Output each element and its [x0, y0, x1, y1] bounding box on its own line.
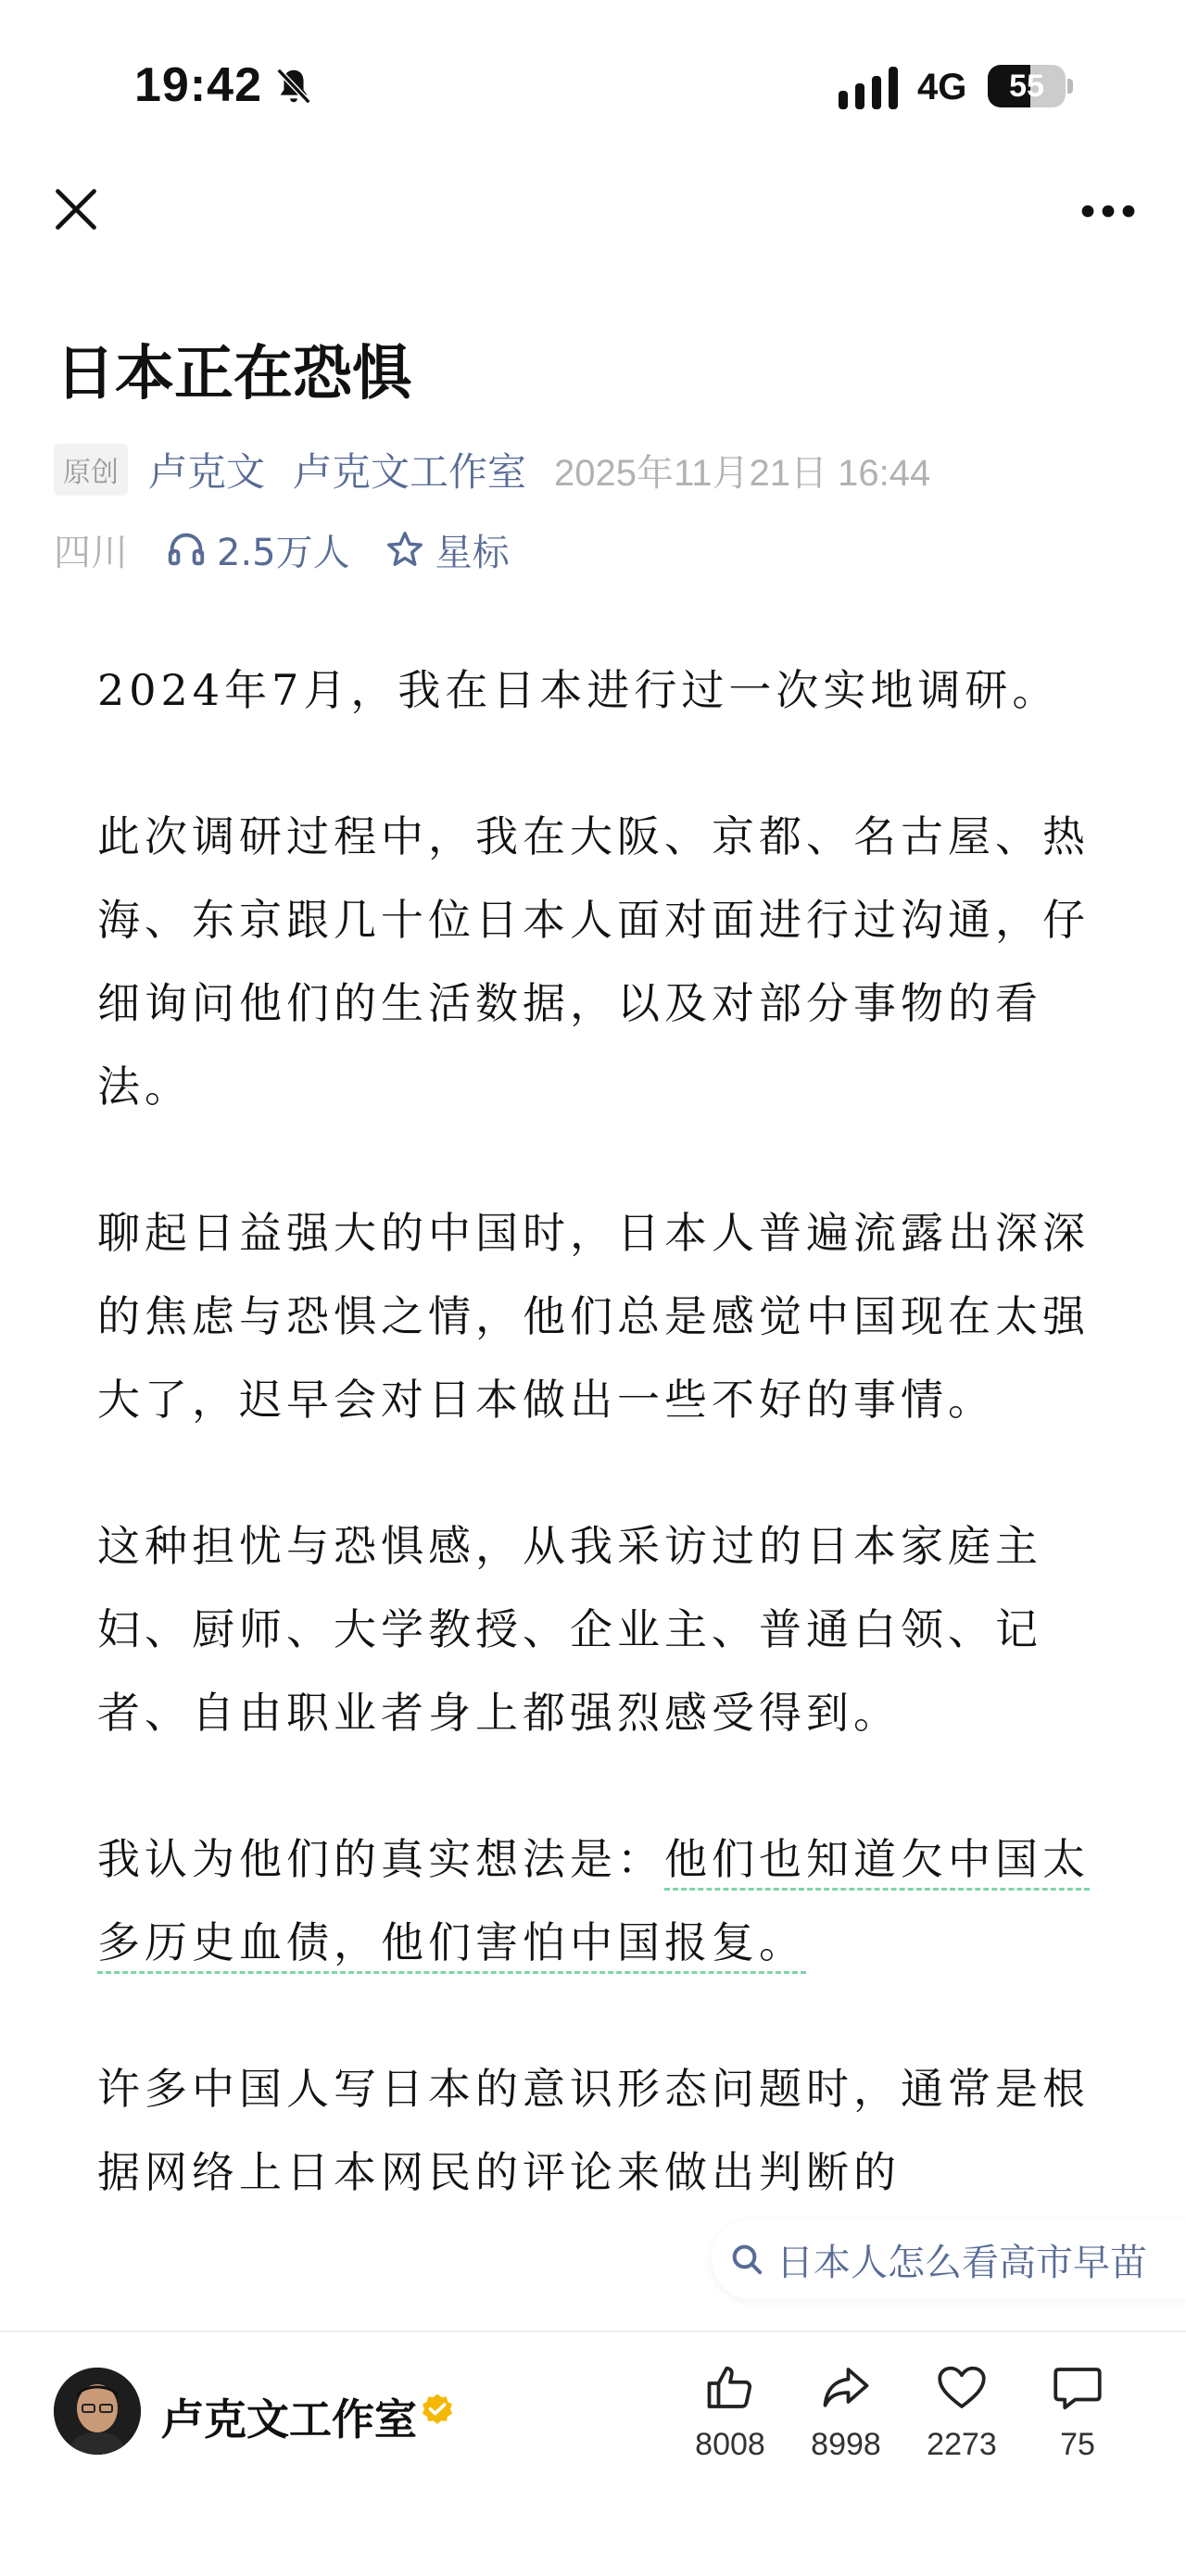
article-meta [54, 443, 930, 496]
status-bar [0, 0, 1186, 167]
account-link[interactable]: 卢克文工作室 [293, 449, 527, 495]
comment-count: 75 [1060, 2427, 1095, 2462]
search-icon [728, 2241, 765, 2278]
paragraph: 许多中国人写日本的意识形态问题时，通常是根据网络上日本网民的评论来做出判断的 [97, 2064, 1090, 2197]
star-button[interactable]: 星标 [435, 531, 510, 574]
close-icon[interactable] [52, 185, 100, 233]
paragraph: 这种担忧与恐惧感，从我采访过的日本家庭主妇、厨师、大学教授、企业主、普通白领、记者、自由职业者身上都强烈感受得到。 [97, 1521, 1042, 1738]
comment-icon [1050, 2360, 1105, 2416]
bottom-action-bar [0, 2331, 1186, 2576]
comment-button[interactable] [1022, 2360, 1133, 2463]
favorite-count: 2273 [927, 2427, 997, 2462]
search-suggestion-text[interactable]: 日本人怎么看高市早苗 [776, 2241, 1147, 2284]
bell-muted-icon [272, 65, 315, 107]
more-icon[interactable] [1080, 195, 1136, 228]
listener-count[interactable]: 2.5万人 [217, 531, 350, 574]
battery-icon [988, 65, 1073, 107]
author-link[interactable]: 卢克文 [148, 449, 266, 495]
search-suggestion-chip[interactable] [712, 2219, 1186, 2299]
share-icon [818, 2360, 874, 2416]
article-body [97, 648, 1093, 2277]
like-button[interactable] [675, 2360, 786, 2463]
paragraph [97, 1817, 1093, 1984]
battery-level: 55 [1009, 69, 1044, 104]
share-button[interactable] [790, 2360, 902, 2463]
avatar-image [54, 2368, 141, 2455]
like-count: 8008 [695, 2427, 765, 2462]
signal-icon [839, 67, 900, 109]
highlighted-quote[interactable]: 他们也知道欠中国太多历史血债，他们害怕中国报复。 [97, 1834, 1090, 1974]
account-name[interactable]: 卢克文工作室 [161, 2394, 417, 2444]
network-type: 4G [917, 67, 967, 107]
paragraph: 2024年7月，我在日本进行过一次实地调研。 [97, 665, 1060, 715]
original-badge: 原创 [54, 444, 128, 496]
status-time: 19:42 [134, 58, 262, 112]
article-title: 日本正在恐惧 [56, 340, 411, 408]
paragraph-text: 我认为他们的真实想法是： [97, 1834, 664, 1884]
star-icon[interactable] [384, 528, 426, 571]
share-count: 8998 [811, 2427, 881, 2462]
publish-date: 2025年11月21日 16:44 [554, 452, 931, 494]
heart-icon [934, 2360, 990, 2416]
verified-badge-icon [419, 2392, 456, 2429]
article-meta-secondary [54, 522, 510, 576]
paragraph: 聊起日益强大的中国时，日本人普遍流露出深深的焦虑与恐惧之情，他们总是感觉中国现在太强大了，迟早会对日本做出一些不好的事情。 [97, 1208, 1090, 1425]
paragraph: 此次调研过程中，我在大阪、京都、名古屋、热海、东京跟几十位日本人面对面进行过沟通，仔细询问他们的生活数据，以及对部分事物的看法。 [97, 811, 1090, 1112]
location: 四川 [54, 531, 128, 574]
headphones-icon[interactable] [165, 528, 208, 571]
thumbs-up-icon [702, 2360, 758, 2416]
favorite-button[interactable] [906, 2360, 1017, 2463]
avatar[interactable] [54, 2368, 141, 2455]
